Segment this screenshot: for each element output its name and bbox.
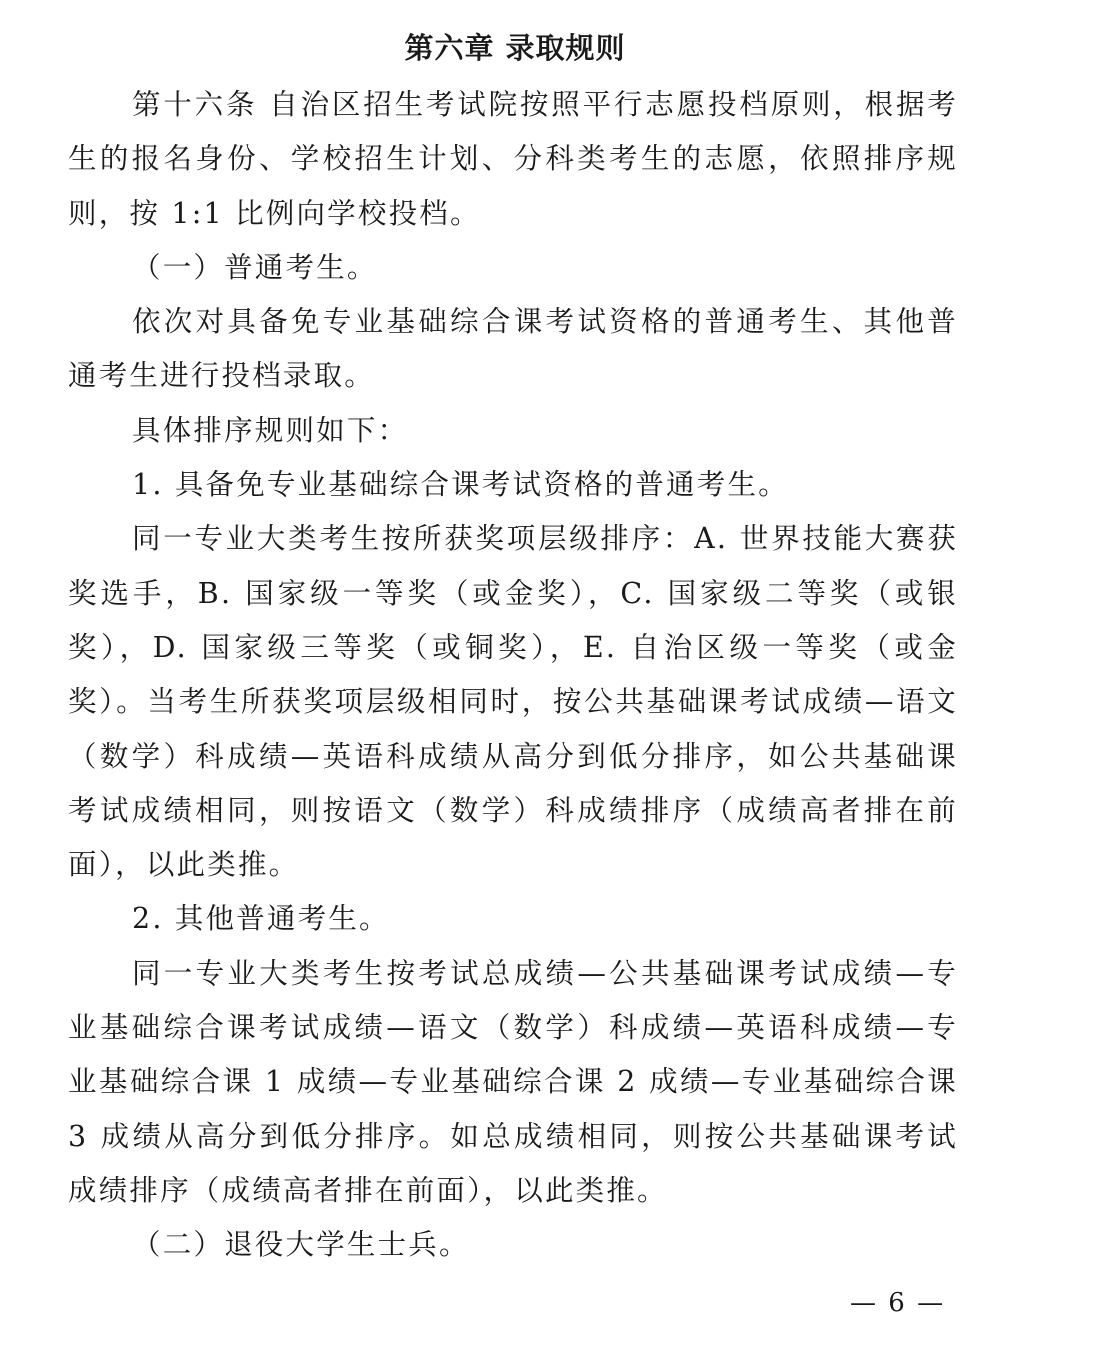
chapter-title: 第六章 录取规则: [404, 31, 626, 65]
paragraph-rules-intro: 具体排序规则如下：: [132, 413, 409, 447]
paragraph-item-1: 1. 具备免专业基础综合课考试资格的普通考生。: [132, 468, 789, 502]
paragraph-item-2: 2. 其他普通考生。: [132, 902, 390, 936]
paragraph-admission-order: 依次对具备免专业基础综合课考试资格的普通考生、其他普通考生进行投档录取。: [68, 305, 958, 393]
paragraph-section-veterans: （二）退役大学生士兵。: [132, 1228, 470, 1262]
document-body: [68, 78, 958, 1273]
paragraph-article-16: 第十六条 自治区招生考试院按照平行志愿投档原则，根据考生的报名身份、学校招生计划、分科类考生的志愿，依照排序规则，按 1:1 比例向学校投档。: [68, 88, 958, 230]
paragraph-section-general: （一）普通考生。: [132, 250, 378, 284]
paragraph-award-ranking: 同一专业大类考生按所获奖项层级排序：A. 世界技能大赛获奖选手，B. 国家级一等奖（或金奖），C. 国家级二等奖（或银奖），D. 国家级三等奖（或铜奖），E. 自治区级一等奖（或金奖）。当考生所获奖项层级相同时，按公共基础课考试成绩—语文（数学）科成绩—英语科成绩从高分到低分排序，如公共基础课考试成绩相同，则按语文（数学）科成绩排序（成绩高者排在前面），以此类推。: [68, 522, 958, 882]
page-number: — 6 —: [850, 1288, 946, 1318]
paragraph-score-ranking: 同一专业大类考生按考试总成绩—公共基础课考试成绩—专业基础综合课考试成绩—语文（数学）科成绩—英语科成绩—专业基础综合课 1 成绩—专业基础综合课 2 成绩—专业基础综合课 3 成绩从高分到低分排序。如总成绩相同，则按公共基础课考试成绩排序（成绩高者排在前面），以此类推。: [68, 956, 958, 1207]
